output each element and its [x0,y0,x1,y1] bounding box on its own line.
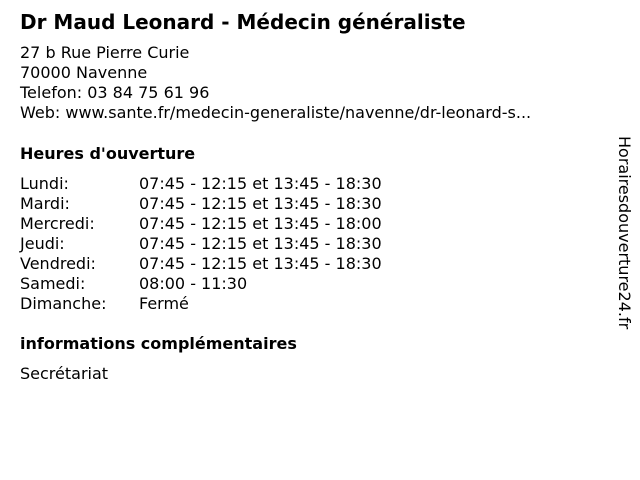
street-address: 27 b Rue Pierre Curie [20,43,190,62]
day-label: Jeudi: [20,234,65,253]
time-range: Fermé [139,294,189,313]
day-label: Vendredi: [20,254,96,273]
opening-hours-heading: Heures d'ouverture [20,144,196,163]
additional-info-heading: informations complémentaires [20,334,297,353]
site-watermark: Horairesdouverture24.fr [615,136,634,330]
phone-number: Telefon: 03 84 75 61 96 [20,83,210,102]
day-label: Samedi: [20,274,86,293]
hours-row-saturday [20,274,382,294]
city-address: 70000 Navenne [20,63,148,82]
time-range: 07:45 - 12:15 et 13:45 - 18:00 [139,214,382,233]
time-range: 07:45 - 12:15 et 13:45 - 18:30 [139,174,382,193]
hours-row-thursday [20,234,382,254]
hours-row-wednesday [20,214,382,234]
opening-hours-table [20,174,382,314]
time-range: 07:45 - 12:15 et 13:45 - 18:30 [139,254,382,273]
page-title: Dr Maud Leonard - Médecin généraliste [20,10,466,34]
day-label: Mercredi: [20,214,95,233]
time-range: 07:45 - 12:15 et 13:45 - 18:30 [139,234,382,253]
additional-info-text: Secrétariat [20,364,109,383]
day-label: Dimanche: [20,294,107,313]
day-label: Mardi: [20,194,70,213]
address-block [20,43,531,123]
website-link[interactable]: Web: www.sante.fr/medecin-generaliste/navenne/dr-leonard-s... [20,103,532,122]
time-range: 07:45 - 12:15 et 13:45 - 18:30 [139,194,382,213]
hours-row-tuesday [20,194,382,214]
hours-row-monday [20,174,382,194]
day-label: Lundi: [20,174,69,193]
hours-row-sunday [20,294,382,314]
time-range: 08:00 - 11:30 [139,274,248,293]
hours-row-friday [20,254,382,274]
